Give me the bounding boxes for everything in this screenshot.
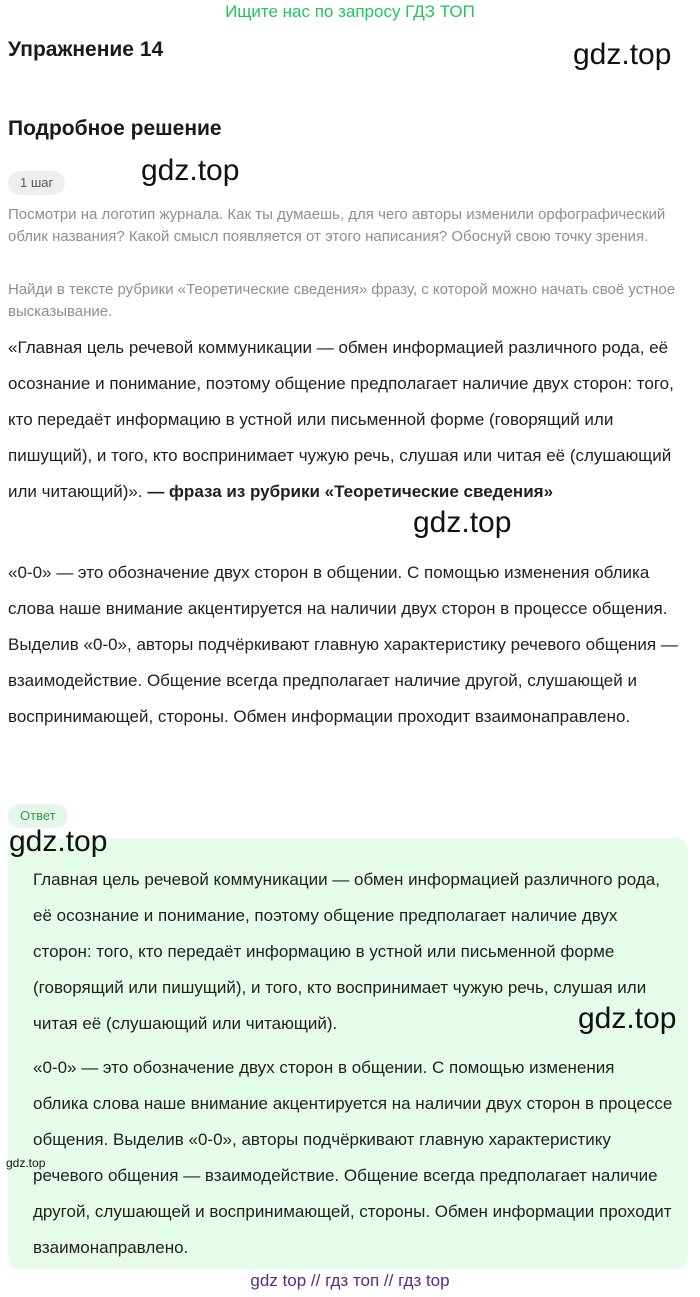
watermark: gdz.top — [573, 38, 672, 71]
watermark: gdz.top — [578, 1002, 677, 1035]
section-title: Подробное решение — [8, 117, 222, 140]
top-banner[interactable]: Ищите нас по запросу ГДЗ ТОП — [225, 2, 475, 21]
watermark: gdz.top — [9, 825, 108, 858]
task-text: Посмотри на логотип журнала. Как ты думаешь, для чего авторы изменили орфографический облик названия? Какой смысл появляется от этого написания? Обоснуй свою точку зрения. — [8, 206, 666, 245]
watermark: gdz.top — [6, 1156, 46, 1170]
watermark: gdz.top — [413, 506, 512, 539]
answer-paragraph: «0-0» — это обозначение двух сторон в общении. С помощью изменения облика слова наше внимание акцентируется на наличии двух сторон в процессе общения. Выделив «0-0», авторы подчёркивают главную характеристику речевого общения — взаимодействие. Общение всегда предполагает наличие другой, слушающей и воспринимающей, стороны. Обмен информации проходит взаимонаправлено. — [33, 1058, 673, 1257]
step-badge: 1 шаг — [8, 171, 65, 195]
task-text: Найди в тексте рубрики «Теоретические сведения» фразу, с которой можно начать своё устное высказывание. — [8, 281, 676, 320]
quote-source: — фраза из рубрики «Теоретические сведения» — [142, 482, 554, 501]
answer-paragraph: Главная цель речевой коммуникации — обмен информацией различного рода, её осознание и понимание, поэтому общение предполагает наличие двух сторон: того, кто передаёт информацию в устной или письменной форме (говорящий или пишущий), и того, кто воспринимает чужую речь, слушая или читая её (слушающий или читающий). — [33, 870, 660, 1033]
solution-paragraph: «0-0» — это обозначение двух сторон в общении. С помощью изменения облика слова наше внимание акцентируется на наличии двух сторон в процессе общения. Выделив «0-0», авторы подчёркивают главную характеристику речевого общения — взаимодействие. Общение всегда предполагает наличие другой, слушающей и воспринимающей, стороны. Обмен информации проходит взаимонаправлено. — [8, 563, 678, 726]
footer-links[interactable]: gdz top // гдз топ // гдз top — [250, 1271, 450, 1290]
exercise-title: Упражнение 14 — [8, 38, 164, 61]
solution-paragraph — [8, 330, 693, 510]
quote-text: «Главная цель речевой коммуникации — обмен информацией различного рода, её осознание и понимание, поэтому общение предполагает наличие двух сторон: того, кто передаёт информацию в устной или письменной форме (говорящий или пишущий), и того, кто воспринимает чужую речь, слушая или читая её (слушающий или читающий)». — [8, 338, 674, 501]
answer-badge: Ответ — [8, 804, 68, 828]
watermark: gdz.top — [141, 154, 240, 187]
